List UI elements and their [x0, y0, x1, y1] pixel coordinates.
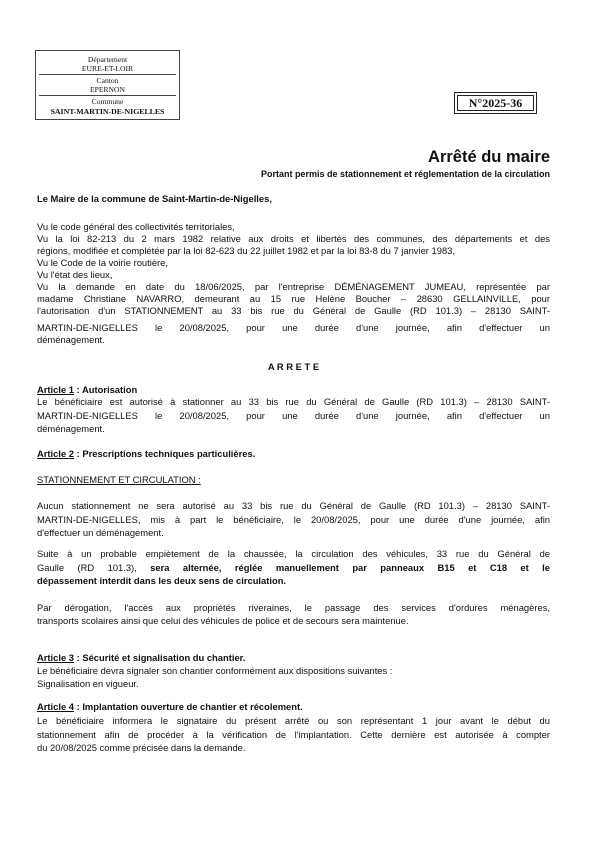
- article-title: : Implantation ouverture de chantier et récolement.: [74, 701, 303, 712]
- vu-line: Vu l'état des lieux,: [37, 269, 113, 280]
- article-2-text: Par dérogation, l'accès aux propriétés riveraines, le passage des services d'ordures ménagères,: [37, 602, 550, 613]
- canton-value: EPERNON: [89, 85, 126, 94]
- article-3-heading: [37, 652, 550, 663]
- vu-line: Vu la demande en date du 18/06/2025, par l'entreprise DÉMÉNAGEMENT JUMEAU, représentée par: [37, 281, 550, 292]
- page-subtitle: Portant permis de stationnement et réglementation de la circulation: [260, 169, 550, 179]
- article-4-text: du 20/08/2025 comme précisée dans la demande.: [37, 742, 246, 753]
- article-4-heading: [37, 701, 550, 712]
- article-2-text: Aucun stationnement ne sera autorisé au 33 bis rue du Général de Gaulle (RD 101.3) – 28130 SAINT-: [37, 500, 550, 511]
- article-title: : Prescriptions techniques particulières.: [74, 448, 256, 459]
- text-fragment-bold: sera alternée, réglée manuellement par panneaux B15 et C18 et le: [150, 562, 550, 573]
- vu-line: Vu le code général des collectivités territoriales,: [37, 221, 235, 232]
- vu-line: MARTIN-DE-NIGELLES le 20/08/2025, pour une durée d'une journée, afin d'effectuer un: [37, 322, 550, 333]
- article-2-text: Suite à un probable empiètement de la chaussée, la circulation des véhicules, 33 rue du Général de: [37, 548, 550, 559]
- article-title: : Autorisation: [74, 384, 138, 395]
- divider: [39, 95, 176, 96]
- vu-line: Vu le Code de la voirie routière,: [37, 257, 168, 268]
- administrative-header-box: [35, 50, 180, 120]
- article-1-text: Le bénéficiaire est autorisé à stationner au 33 bis rue du Général de Gaulle (RD 101.3) – 28130 SAINT-: [37, 396, 550, 407]
- article-2-text: transports scolaires ainsi que celui des véhicules de police et de secours sera maintenue.: [37, 615, 409, 626]
- article-3-text: Signalisation en vigueur.: [37, 678, 139, 689]
- page-title: Arrêté du maire: [428, 148, 550, 166]
- commune-label: Commune: [91, 97, 124, 106]
- article-label: Article 2: [37, 448, 74, 459]
- article-1-text: déménagement.: [37, 423, 105, 434]
- department-value: EURE-ET-LOIR: [81, 64, 134, 73]
- article-1-text: MARTIN-DE-NIGELLES le 20/08/2025, pour une durée d'une journée, afin d'effectuer un: [37, 410, 550, 421]
- vu-line: Vu la loi 82-213 du 2 mars 1982 relative aux droits et libertés des communes, des départements et des: [37, 233, 550, 244]
- article-3-text: Le bénéficiaire devra signaler son chantier conformément aux dispositions suivantes :: [37, 665, 393, 676]
- vu-line: l'autorisation d'un STATIONNEMENT au 33 bis rue du Général de Gaulle (RD 101.3) – 28130 SAINT-: [37, 305, 550, 316]
- section-heading: STATIONNEMENT ET CIRCULATION :: [37, 474, 201, 485]
- article-label: Article 4: [37, 701, 74, 712]
- article-2-text: dépassement interdit dans les deux sens de circulation.: [37, 575, 287, 586]
- maire-heading: Le Maire de la commune de Saint-Martin-de-Nigelles,: [37, 193, 272, 204]
- article-2-text: MARTIN-DE-NIGELLES, mis à part le bénéficiaire, le 20/08/2025, pour une durée d'une journée, afin: [37, 514, 550, 525]
- arrete-number: N°2025-36: [454, 92, 537, 114]
- article-label: Article 3: [37, 652, 74, 663]
- canton-label: Canton: [96, 76, 119, 85]
- article-2-text: d'effectuer un déménagement.: [37, 527, 164, 538]
- article-4-text: stationnement afin de procéder à la vérification de l'implantation. Cette dernière est autorisée à compter: [37, 729, 550, 740]
- vu-line: régions, modifiée et complétée par la loi 82-623 du 22 juillet 1982 et par la loi 83-8 du 7 janvier 1983,: [37, 245, 455, 256]
- vu-line: déménagement.: [37, 334, 105, 345]
- article-2-text: [37, 562, 550, 573]
- vu-line: madame Christiane NAVARRO, demeurant au 15 rue Helène Boucher – 28630 GELLAINVILLE, pour: [37, 293, 550, 304]
- arrete-heading: A R R E T E: [267, 361, 320, 372]
- article-1-heading: [37, 384, 550, 395]
- commune-value: SAINT-MARTIN-DE-NIGELLES: [50, 107, 165, 116]
- article-label: Article 1: [37, 384, 74, 395]
- divider: [39, 74, 176, 75]
- article-4-text: Le bénéficiaire informera le signataire du présent arrêté ou son représentant 1 jour avant le début du: [37, 715, 550, 726]
- article-title: : Sécurité et signalisation du chantier.: [74, 652, 246, 663]
- article-2-heading: [37, 448, 550, 459]
- department-label: Département: [87, 55, 128, 64]
- text-fragment: Gaulle (RD 101.3),: [37, 562, 151, 573]
